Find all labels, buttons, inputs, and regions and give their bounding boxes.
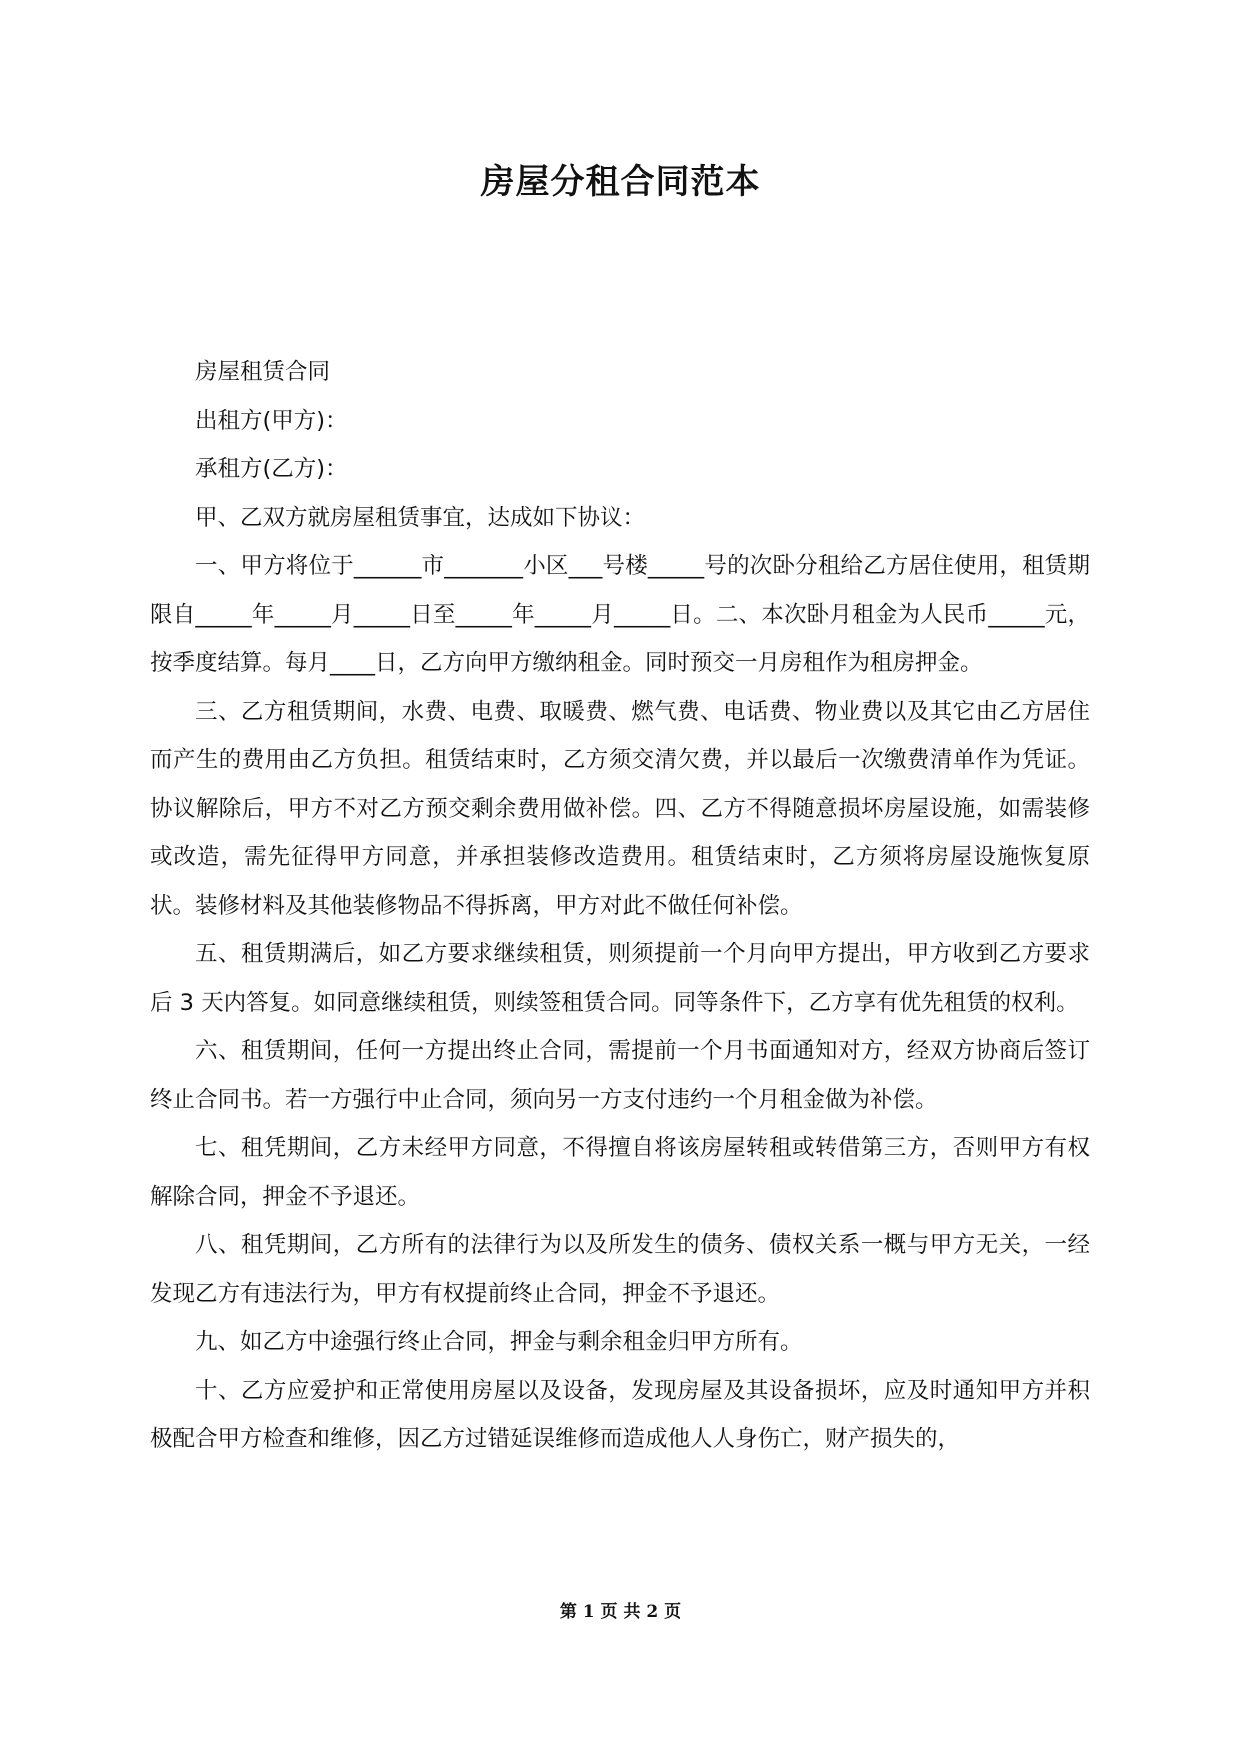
paragraph-clause-3-4: 三、乙方租赁期间，水费、电费、取暖费、燃气费、电话费、物业费以及其它由乙方居住而产生的费用由乙方负担。租赁结束时，乙方须交清欠费，并以最后一次缴费清单作为凭证。协议解除后，甲方不对乙方预交剩余费用做补偿。四、乙方不得随意损坏房屋设施，如需装修或改造，需先征得甲方同意，并承担装修改造费用。租赁结束时，乙方须将房屋设施恢复原状。装修材料及其他装修物品不得拆离，甲方对此不做任何补偿。 — [150, 698, 1090, 919]
paragraph-lessor: 出租方(甲方)： — [195, 407, 348, 434]
document-body — [150, 348, 1090, 1464]
paragraph-heading: 房屋租赁合同 — [195, 359, 331, 385]
paragraph-clause-8: 八、租凭期间，乙方所有的法律行为以及所发生的债务、债权关系一概与甲方无关，一经发现乙方有违法行为，甲方有权提前终止合同，押金不予退还。 — [150, 1232, 1090, 1307]
paragraph-agreement-intro: 甲、乙双方就房屋租赁事宜，达成如下协议： — [195, 504, 646, 531]
paragraph-clause-9: 九、如乙方中途强行终止合同，押金与剩余租金归甲方所有。 — [195, 1329, 803, 1355]
paragraph-clause-1-2: 一、甲方将位于______市_______小区___号楼_____号的次卧分租给乙方居住使用，租赁期限自_____年_____月_____日至_____年_____月_____日。二、本次卧月租金为人民币_____元，按季度结算。每月____日，乙方向甲方缴纳租金。同时预交一月房租作为租房押金。 — [150, 553, 1090, 676]
paragraph-clause-6: 六、租赁期间，任何一方提出终止合同，需提前一个月书面通知对方，经双方协商后签订终止合同书。若一方强行中止合同，须向另一方支付违约一个月租金做为补偿。 — [150, 1038, 1090, 1113]
paragraph-lessee: 承租方(乙方)： — [195, 456, 348, 482]
document-title: 房屋分租合同范本 — [480, 162, 761, 202]
paragraph-clause-5: 五、租赁期满后，如乙方要求继续租赁，则须提前一个月向甲方提出，甲方收到乙方要求后 3 天内答复。如同意继续租赁，则续签租赁合同。同等条件下，乙方享有优先租赁的权利。 — [150, 941, 1090, 1016]
paragraph-clause-7: 七、租凭期间，乙方未经甲方同意，不得擅自将该房屋转租或转借第三方，否则甲方有权解除合同，押金不予退还。 — [150, 1135, 1090, 1210]
paragraph-clause-10: 十、乙方应爱护和正常使用房屋以及设备，发现房屋及其设备损坏，应及时通知甲方并积极配合甲方检查和维修，因乙方过错延误维修而造成他人人身伤亡，财产损失的， — [150, 1377, 1090, 1452]
page-number-footer: 第 1 页 共 2 页 — [559, 1602, 682, 1622]
